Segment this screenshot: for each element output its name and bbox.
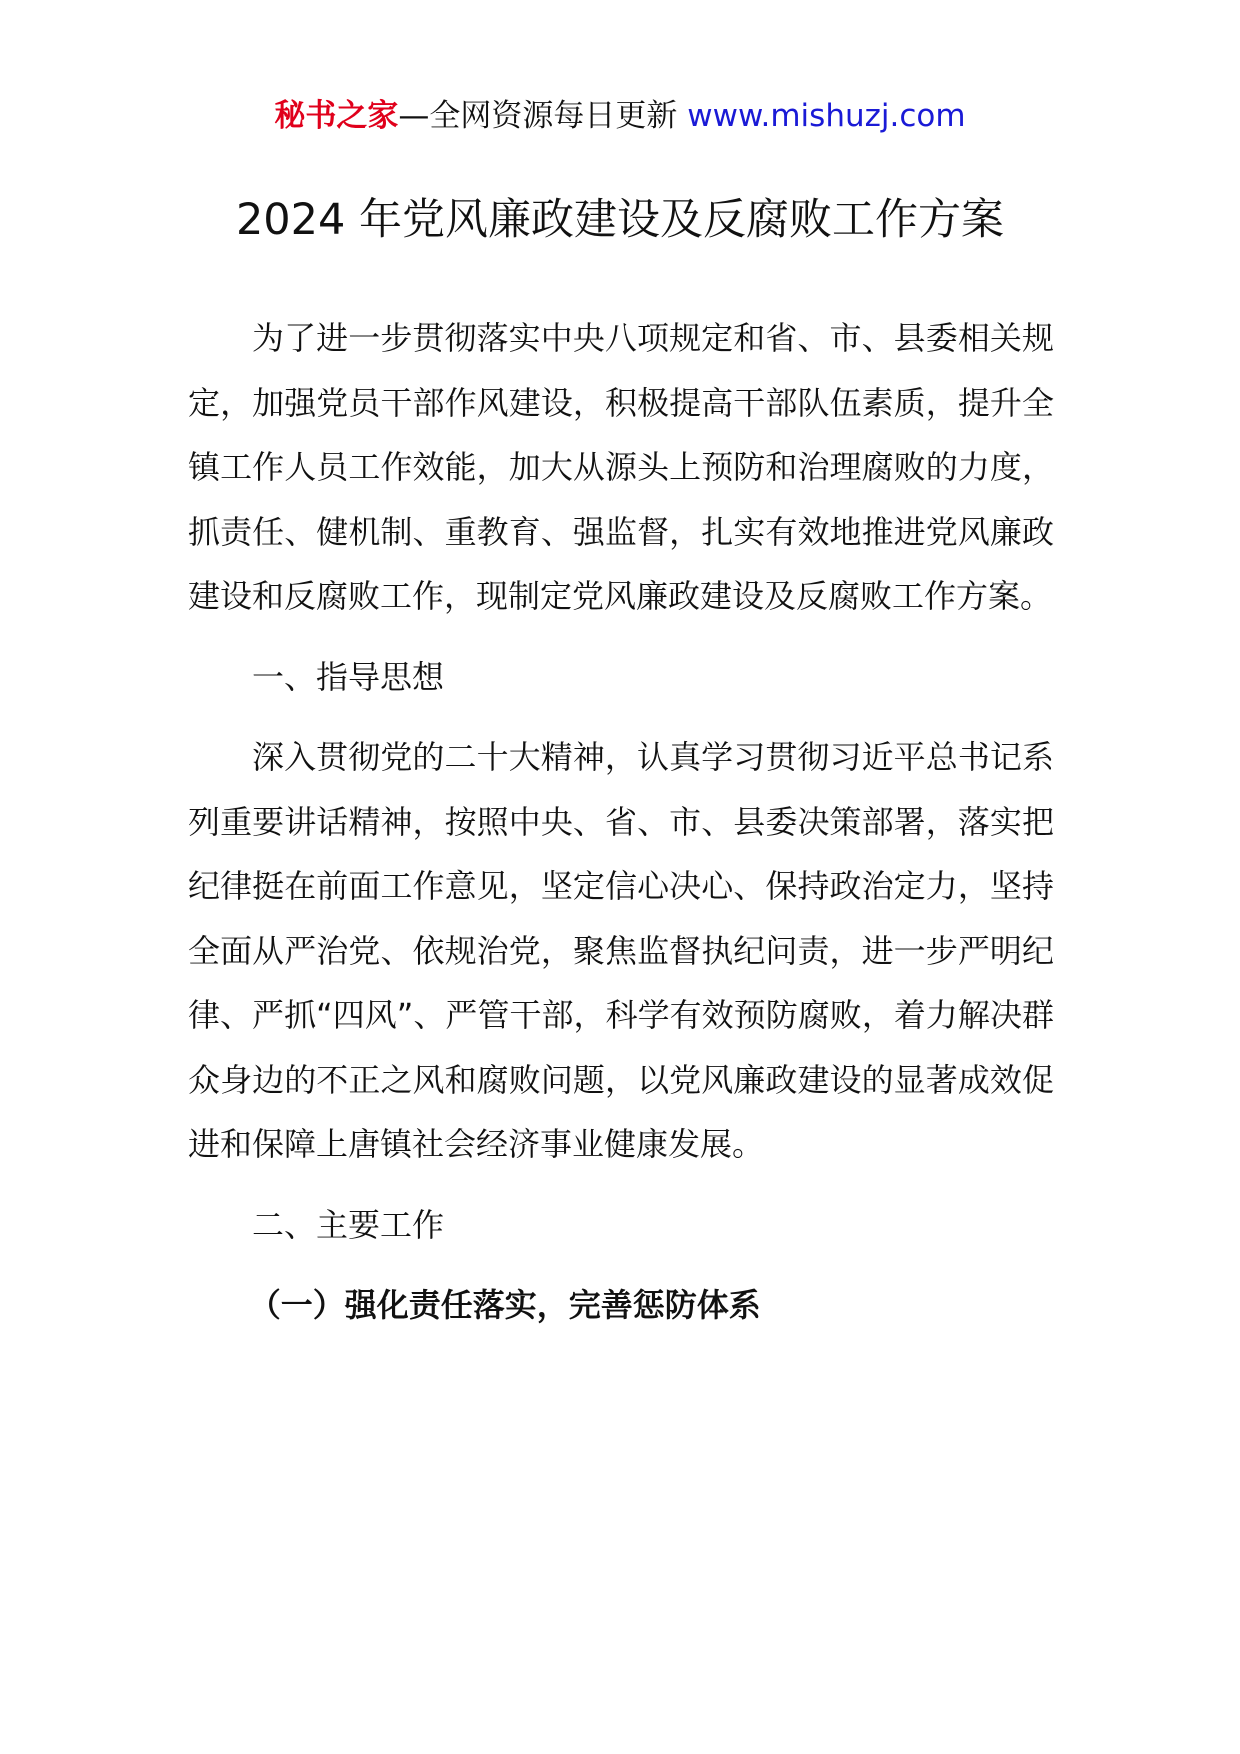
site-brand: 秘书之家 (274, 98, 399, 134)
section-heading-guiding-ideology: 一、指导思想 (252, 657, 445, 696)
subsection-heading-responsibility: （一）强化责任落实，完善惩防体系 (248, 1286, 761, 1324)
site-url-link[interactable]: www.mishuzj.com (687, 98, 966, 134)
site-tagline: —全网资源每日更新 (398, 98, 688, 134)
site-header (0, 96, 1240, 136)
intro-paragraph: 为了进一步贯彻落实中央八项规定和省、市、县委相关规定，加强党员干部作风建设，积极提高干部队伍素质，提升全镇工作人员工作效能，加大从源头上预防和治理腐败的力度，抓责任、健机制、重教育、强监督，扎实有效地推进党风廉政建设和反腐败工作，现制定党风廉政建设及反腐败工作方案。 (188, 319, 1054, 615)
document-body (188, 306, 1054, 1338)
section-heading-main-work: 二、主要工作 (252, 1205, 445, 1244)
document-title: 2024 年党风廉政建设及反腐败工作方案 (235, 195, 1005, 245)
guiding-ideology-paragraph: 深入贯彻党的二十大精神，认真学习贯彻习近平总书记系列重要讲话精神，按照中央、省、市、县委决策部署，落实把纪律挺在前面工作意见，坚定信心决心、保持政治定力，坚持全面从严治党、依规治党，聚焦监督执纪问责，进一步严明纪律、严抓“四风”、严管干部，科学有效预防腐败，着力解决群众身边的不正之风和腐败问题，以党风廉政建设的显著成效促进和保障上唐镇社会经济事业健康发展。 (188, 738, 1054, 1163)
